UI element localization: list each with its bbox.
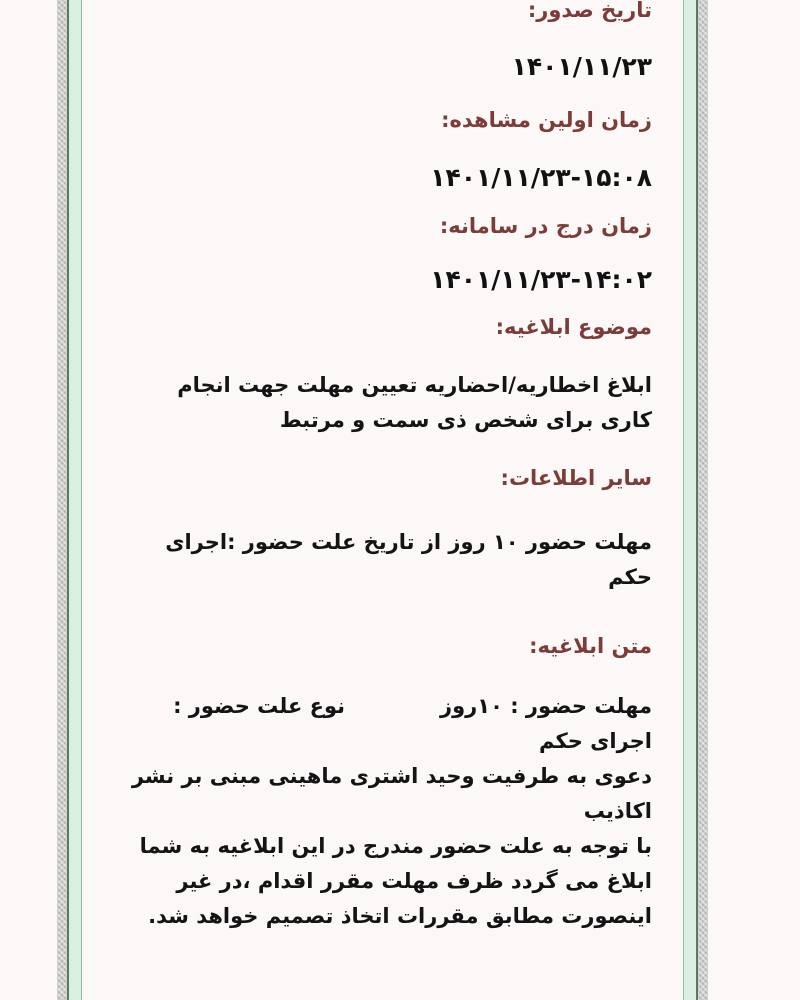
issue-date-value: ۱۴۰۱/۱۱/۲۳: [511, 52, 652, 81]
system-entry-label: زمان درج در سامانه:: [439, 214, 652, 238]
notice-line: ابلاغ می گردد ظرف مهلت مقرر اقدام ،در غیر: [176, 869, 652, 893]
other-info-line: مهلت حضور ۱۰ روز از تاریخ علت حضور :اجرای: [165, 530, 652, 554]
other-info-line: حکم: [608, 565, 652, 589]
right-decorative-border: [683, 0, 709, 1000]
notice-reason-type: نوع علت حضور :: [173, 694, 346, 718]
notice-first-line: [173, 694, 652, 718]
notice-line: با توجه به علت حضور مندرج در این ابلاغیه به شما: [139, 834, 652, 858]
notice-line: اکاذیب: [583, 799, 652, 823]
issue-date-label: تاریخ صدور:: [527, 0, 652, 22]
other-info-label: سایر اطلاعات:: [500, 466, 652, 490]
notice-line: اجرای حکم: [539, 729, 652, 753]
subject-line: کاری برای شخص ذی سمت و مرتبط: [279, 408, 652, 432]
left-decorative-border: [57, 0, 83, 1000]
notice-deadline: مهلت حضور : ۱۰روز: [440, 694, 652, 718]
notice-text-label: متن ابلاغیه:: [529, 634, 652, 658]
notice-line: اینصورت مطابق مقررات اتخاذ تصمیم خواهد شد.: [148, 904, 652, 928]
subject-line: ابلاغ اخطاریه/احضاریه تعیین مهلت جهت انجام: [177, 373, 652, 397]
first-view-label: زمان اولین مشاهده:: [441, 108, 652, 132]
first-view-value: ۱۴۰۱/۱۱/۲۳-۱۵:۰۸: [430, 163, 652, 192]
notice-line: دعوی به طرفیت وحید اشتری ماهینی مبنی بر نشر: [131, 764, 652, 788]
subject-label: موضوع ابلاغیه:: [495, 315, 652, 339]
system-entry-value: ۱۴۰۱/۱۱/۲۳-۱۴:۰۲: [430, 265, 652, 294]
